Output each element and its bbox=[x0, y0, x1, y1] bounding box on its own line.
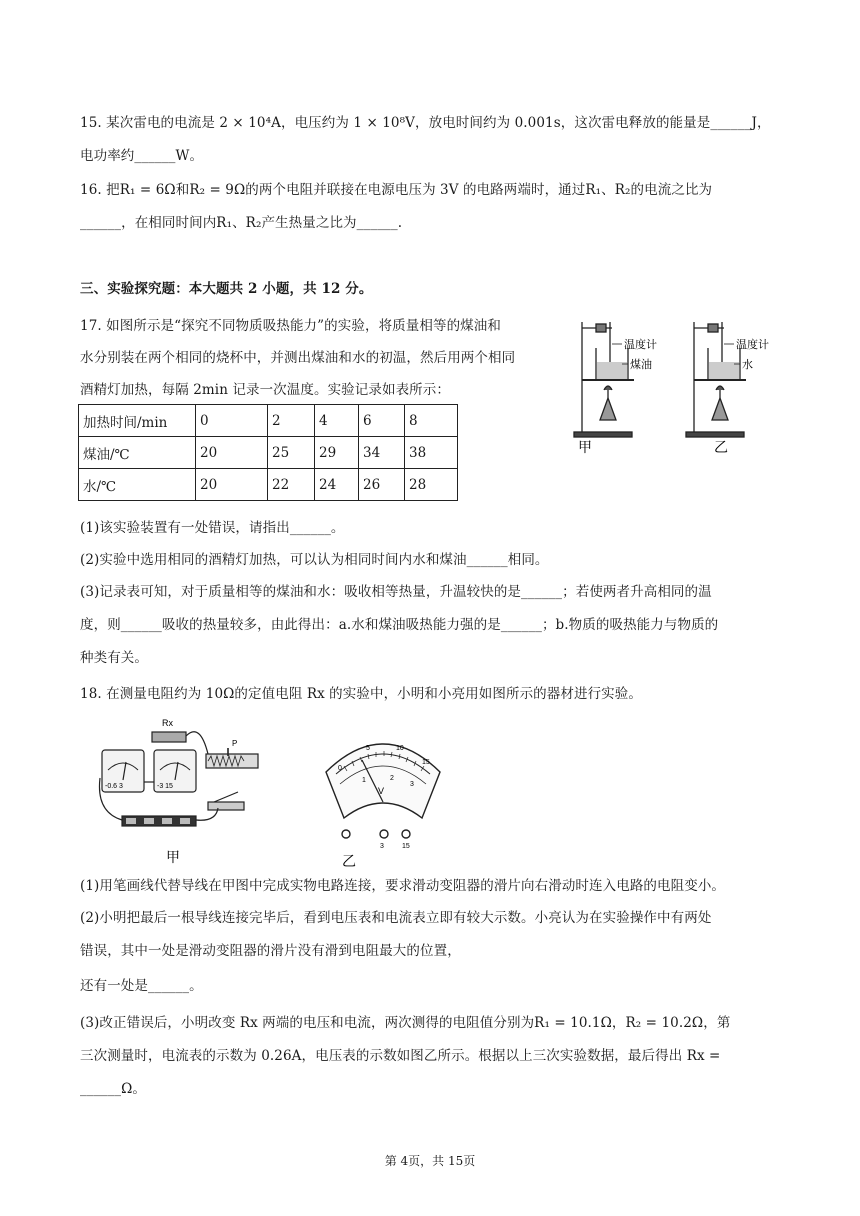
table-cell: 20 bbox=[196, 469, 268, 501]
q17-sub3-line3: 种类有关。 bbox=[80, 650, 148, 666]
page-footer: 第 4页，共 15页 bbox=[384, 1154, 476, 1168]
temperature-table bbox=[78, 404, 458, 501]
terminal-icon bbox=[342, 830, 350, 838]
q18-sub3-line2: 三次测量时，电流表的示数为 0.26A，电压表的示数如图乙所示。根据以上三次实验数据，最后得出 Rx = bbox=[80, 1048, 721, 1064]
q17-sub2: (2)实验中选用相同的酒精灯加热，可以认为相同时间内水和煤油______相同。 bbox=[80, 552, 549, 568]
voltmeter-terminals: -3 15 bbox=[157, 783, 173, 790]
scale-label: 10 bbox=[396, 745, 404, 752]
q17-line3: 酒精灯加热，每隔 2min 记录一次温度。实验记录如表所示： bbox=[80, 382, 450, 398]
caption-a: 甲 bbox=[166, 850, 180, 866]
table-cell: 25 bbox=[268, 437, 315, 469]
table-row bbox=[79, 437, 458, 469]
table-cell: 6 bbox=[359, 405, 405, 437]
q17-line2: 水分别装在两个相同的烧杯中，并测出煤油和水的初温，然后用两个相同 bbox=[80, 350, 516, 366]
table-cell: 26 bbox=[359, 469, 405, 501]
heating-apparatus-figure bbox=[568, 312, 798, 462]
q18-line1: 18. 在测量电阻约为 10Ω的定值电阻 Rx 的实验中，小明和小亮用如图所示的器材进行实验。 bbox=[80, 686, 642, 702]
q17-sub1: (1)该实验装置有一处错误，请指出______。 bbox=[80, 520, 345, 536]
rx-label: Rx bbox=[162, 718, 173, 728]
scale-label: 0 bbox=[338, 765, 342, 772]
q18-sub3-line1: (3)改正错误后，小明改变 Rx 两端的电压和电流，两次测得的电阻值分别为R₁ = 10.1Ω，R₂ = 10.2Ω，第 bbox=[80, 1015, 731, 1031]
table-cell: 8 bbox=[405, 405, 458, 437]
table-cell: 0 bbox=[196, 405, 268, 437]
table-cell: 20 bbox=[196, 437, 268, 469]
thermometer-label-b: 温度计 bbox=[736, 339, 769, 351]
resistor-icon bbox=[152, 732, 186, 742]
terminal-icon bbox=[380, 830, 388, 838]
scale-label-inner: 1 bbox=[362, 777, 366, 784]
scale-label: 15 bbox=[422, 759, 430, 766]
circuit-apparatus-figure bbox=[96, 712, 266, 882]
q17-sub3-line1: (3)记录表可知，对于质量相等的煤油和水：吸收相等热量，升温较快的是______；若使两者升高相同的温 bbox=[80, 584, 712, 600]
q15-line1: 15. 某次雷电的电流是 2 × 10⁴A，电压约为 1 × 10⁸V，放电时间约为 0.001s，这次雷电释放的能量是______J， bbox=[80, 115, 771, 131]
table-cell: 水/℃ bbox=[79, 469, 196, 501]
table-cell: 2 bbox=[268, 405, 315, 437]
q16-line1: 16. 把R₁ = 6Ω和R₂ = 9Ω的两个电阻并联接在电源电压为 3V 的电路两端时，通过R₁、R₂的电流之比为 bbox=[80, 182, 713, 198]
caption-a: 甲 bbox=[578, 440, 592, 456]
q15-line2: 电功率约______W。 bbox=[80, 148, 204, 164]
terminal-icon bbox=[402, 830, 410, 838]
q18-sub2-line2: 错误，其中一处是滑动变阻器的滑片没有滑到电阻最大的位置， bbox=[80, 943, 461, 959]
scale-label-inner: 3 bbox=[410, 781, 414, 788]
scale-label-inner: 2 bbox=[390, 775, 394, 782]
scale-label: 5 bbox=[366, 745, 370, 752]
p-label: P bbox=[232, 739, 238, 748]
switch-icon bbox=[208, 802, 244, 810]
table-cell: 煤油/℃ bbox=[79, 437, 196, 469]
terminal-label: 15 bbox=[402, 843, 410, 850]
table-cell: 34 bbox=[359, 437, 405, 469]
q17-sub3-line2: 度，则______吸收的热量较多，由此得出：a.水和煤油吸热能力强的是______；b.物质的吸热能力与物质的 bbox=[80, 617, 719, 633]
q17-line1: 17. 如图所示是“探究不同物质吸热能力”的实验，将质量相等的煤油和 bbox=[80, 318, 501, 334]
table-cell: 24 bbox=[315, 469, 359, 501]
table-cell: 4 bbox=[315, 405, 359, 437]
meter-symbol: V bbox=[378, 786, 385, 796]
caption-b: 乙 bbox=[342, 854, 356, 870]
q18-sub1: (1)用笔画线代替导线在甲图中完成实物电路连接，要求滑动变阻器的滑片向右滑动时连入电路的电阻变小。 bbox=[80, 878, 726, 894]
voltmeter-dial-figure bbox=[318, 722, 448, 872]
section-heading: 三、实验探究题：本大题共 2 小题，共 12 分。 bbox=[80, 281, 373, 297]
table-cell: 加热时间/min bbox=[79, 405, 196, 437]
caption-b: 乙 bbox=[714, 440, 728, 456]
table-cell: 22 bbox=[268, 469, 315, 501]
terminal-label: 3 bbox=[380, 843, 384, 850]
liquid-label-b: 水 bbox=[742, 359, 753, 371]
q18-sub2-line1: (2)小明把最后一根导线连接完毕后，看到电压表和电流表立即有较大示数。小亮认为在实验操作中有两处 bbox=[80, 910, 712, 926]
table-row bbox=[79, 469, 458, 501]
thermometer-label-a: 温度计 bbox=[624, 339, 657, 351]
table-cell: 29 bbox=[315, 437, 359, 469]
q18-sub2-line3: 还有一处是______。 bbox=[80, 978, 203, 994]
q18-sub3-line3: ______Ω。 bbox=[80, 1081, 146, 1097]
liquid-label-a: 煤油 bbox=[630, 359, 652, 371]
table-cell: 28 bbox=[405, 469, 458, 501]
q16-line2: ______，在相同时间内R₁、R₂产生热量之比为______. bbox=[80, 215, 403, 231]
table-cell: 38 bbox=[405, 437, 458, 469]
table-row bbox=[79, 405, 458, 437]
ammeter-terminals: -0.6 3 bbox=[105, 783, 123, 790]
